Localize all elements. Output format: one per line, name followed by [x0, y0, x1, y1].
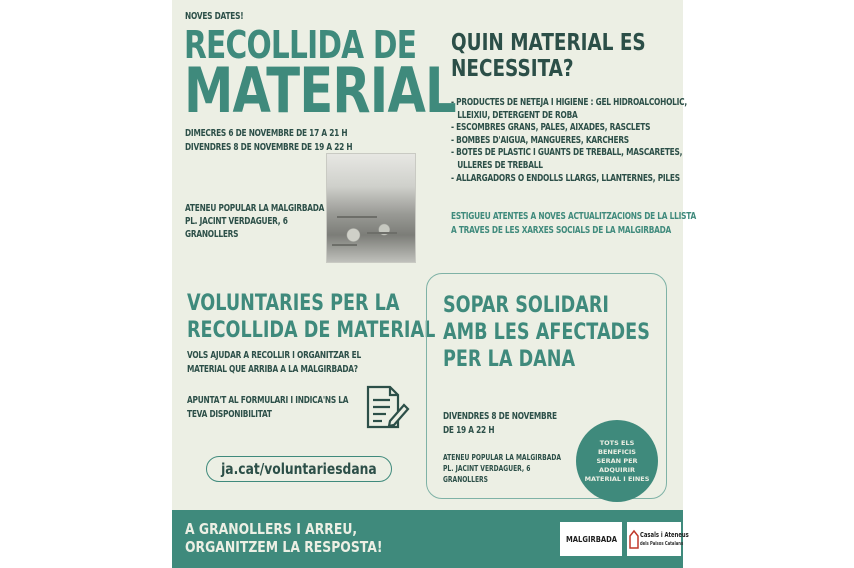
question-line: MATERIAL QUE ARRIBA A LA MALGIRBADA?: [187, 364, 358, 375]
dinner-title-line3: PER LA DANA: [443, 347, 576, 372]
date-line: DIMECRES 6 DE NOVEMBRE DE 17 A 21 H: [185, 128, 348, 139]
house-icon: [629, 528, 639, 550]
list-item: LLEIXIU, DETERGENT DE ROBA: [457, 109, 578, 121]
poster: [172, 0, 696, 568]
list-item: - BOTES DE PLASTIC I GUANTS DE TREBALL, MASCARETES,: [451, 147, 683, 159]
note-line: ESTIGUEU ATENTES A NOVES ACTUALITZACIONS DE LA LLISTA: [451, 211, 696, 222]
venue-name: ATENEU POPULAR LA MALGIRBADA: [185, 203, 325, 214]
list-item: ULLERES DE TREBALL: [457, 159, 543, 171]
materials-title-line2: NECESSITA?: [451, 56, 574, 82]
malgirbada-logo: [560, 522, 622, 556]
list-item: - PRODUCTES DE NETEJA I HIGIENE : GEL HIDROALCOHOLIC,: [451, 97, 687, 108]
question-line: VOLS AJUDAR A RECOLLIR I ORGANITZAR EL: [187, 350, 361, 361]
volunteers-question: [187, 349, 361, 377]
footer-slogan: [185, 520, 383, 556]
update-note: [451, 210, 696, 237]
badge-line: SERAN PER ADQUIRIR: [596, 456, 638, 474]
photo-detail: [332, 244, 357, 246]
main-title-line1: RECOLLIDA DE: [184, 23, 417, 67]
logo-line: Casals i Ateneus: [640, 531, 689, 539]
slogan-line2: ORGANITZEM LA RESPOSTA!: [185, 538, 383, 556]
dinner-title-line2: AMB LES AFECTADES: [443, 320, 650, 345]
flood-photo: [326, 153, 416, 263]
instruction-line: APUNTA'T AL FORMULARI I INDICA'NS LA: [187, 395, 349, 406]
dinner-title: [443, 292, 650, 373]
main-title-line2: MATERIAL: [184, 54, 456, 127]
benefits-badge: [576, 420, 658, 502]
venue-address: [185, 202, 324, 241]
venue-city: GRANOLLERS: [185, 229, 239, 240]
list-item: - BOMBES D'AIGUA, MANGUERES, KARCHERS: [451, 134, 629, 146]
dinner-date-line: DIVENDRES 8 DE NOVEMBRE: [443, 411, 557, 422]
dinner-venue-city: GRANOLLERS: [443, 475, 488, 484]
slogan-line1: A GRANOLLERS I ARREU,: [185, 520, 358, 538]
volunteers-title-line2: RECOLLIDA DE MATERIAL: [187, 318, 436, 343]
badge-line: MATERIAL I EINES: [584, 474, 650, 483]
kicker: NOVES DATES!: [185, 11, 244, 22]
url-label: ja.cat/voluntariesdana: [221, 460, 377, 478]
materials-title-line1: QUIN MATERIAL ES: [451, 30, 646, 56]
venue-street: PL. JACINT VERDAGUER, 6: [185, 216, 288, 227]
dinner-venue-street: PL. JACINT VERDAGUER, 6: [443, 464, 531, 473]
dinner-title-line1: SOPAR SOLIDARI: [443, 293, 609, 318]
badge-text: [582, 439, 652, 484]
logo-text: MALGIRBADA: [566, 535, 618, 544]
collection-dates: [185, 127, 352, 155]
list-item: - ESCOMBRES GRANS, PALES, AIXADES, RASCLETS: [451, 122, 651, 134]
photo-detail: [337, 216, 377, 218]
note-line: A TRAVES DE LES XARXES SOCIALS DE LA MALGIRBADA: [451, 224, 672, 236]
logo-line: dels Països Catalans: [640, 541, 684, 547]
volunteers-title: [187, 290, 435, 344]
instruction-line: TEVA DISPONIBILITAT: [187, 409, 272, 420]
volunteers-title-line1: VOLUNTARIES PER LA: [187, 291, 400, 316]
casals-ateneus-logo: [627, 522, 689, 556]
dinner-venue-name: ATENEU POPULAR LA MALGIRBADA: [443, 453, 562, 462]
dinner-date: [443, 410, 557, 438]
dinner-date-line: DE 19 A 22 H: [443, 425, 495, 436]
materials-list: [451, 97, 687, 185]
badge-line: TOTS ELS BENEFICIS: [597, 438, 636, 456]
materials-title: [451, 30, 646, 82]
dinner-venue: [443, 452, 561, 485]
list-item: - ALLARGADORS O ENDOLLS LLARGS, LLANTERNES, PILES: [451, 172, 680, 184]
form-pencil-icon: [360, 383, 410, 433]
date-line: DIVENDRES 8 DE NOVEMBRE DE 19 A 22 H: [185, 142, 353, 153]
volunteers-instruction: [187, 394, 348, 422]
volunteer-form-link[interactable]: [206, 456, 392, 482]
photo-detail: [367, 232, 397, 234]
